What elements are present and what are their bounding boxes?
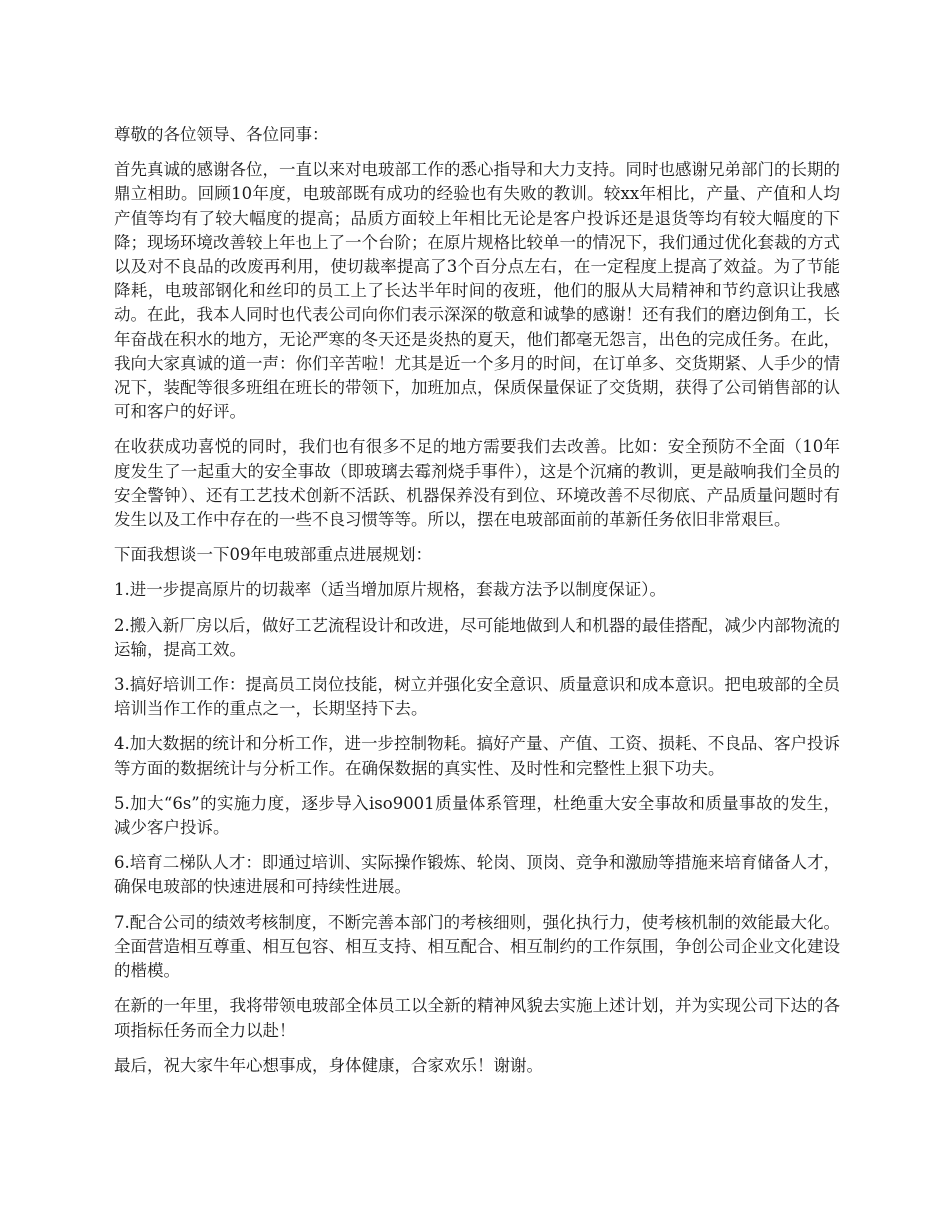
paragraph-plan-intro: 下面我想谈一下09年电玻部重点进展规划： xyxy=(114,545,432,565)
paragraph-closing: 最后，祝大家牛年心想事成，身体健康，合家欢乐！谢谢。 xyxy=(114,1055,543,1075)
salutation: 尊敬的各位领导、各位同事： xyxy=(114,125,329,144)
plan-item-3: 3.搞好培训工作：提高员工岗位技能，树立并强化安全意识、质量意识和成本意识。把电玻部的全员培训当作工作的重点之一，长期坚持下去。 xyxy=(114,675,840,719)
plan-item-7: 7.配合公司的绩效考核制度，不断完善本部门的考核细则，强化执行力，使考核机制的效能最大化。全面营造相互尊重、相互包容、相互支持、相互配合、相互制约的工作氛围，争创公司企业文化建设的楷模。 xyxy=(114,912,840,981)
plan-item-2: 2.搬入新厂房以后，做好工艺流程设计和改进，尽可能地做到人和机器的最佳搭配，减少内部物流的运输，提高工效。 xyxy=(114,615,840,659)
paragraph-shortcomings: 在收获成功喜悦的同时，我们也有很多不足的地方需要我们去改善。比如：安全预防不全面（10年度发生了一起重大的安全事故（即玻璃去霉剂烧手事件），这是个沉痛的教训，更是敲响我们全员的安全警钟）、还有工艺技术创新不活跃、机器保养没有到位、环境改善不尽彻底、产品质量问题时有发生以及工作中存在的一些不良习惯等等。所以，摆在电玻部面前的革新任务依旧非常艰巨。 xyxy=(114,437,840,530)
paragraph-thanks: 首先真诚的感谢各位，一直以来对电玻部工作的悉心指导和大力支持。同时也感谢兄弟部门的长期的鼎立相助。回顾10年度，电玻部既有成功的经验也有失败的教训。较xx年相比，产量、产值和人均产值等均有了较大幅度的提高；品质方面较上年相比无论是客户投诉还是退货等均有较大幅度的下降；现场环境改善较上年也上了一个台阶；在原片规格比较单一的情况下，我们通过优化套裁的方式以及对不良品的改废再利用，使切裁率提高了3个百分点左右，在一定程度上提高了效益。为了节能降耗，电玻部钢化和丝印的员工上了长达半年时间的夜班，他们的服从大局精神和节约意识让我感动。在此，我本人同时也代表公司向你们表示深深的敬意和诚挚的感谢！还有我们的磨边倒角工，长年奋战在积水的地方，无论严寒的冬天还是炎热的夏天，他们都毫无怨言，出色的完成任务。在此，我向大家真诚的道一声：你们辛苦啦！尤其是近一个多月的时间，在订单多、交货期紧、人手少的情况下，装配等很多班组在班长的带领下，加班加点，保质保量保证了交货期，获得了公司销售部的认可和客户的好评。 xyxy=(114,160,840,422)
plan-item-4: 4.加大数据的统计和分析工作，进一步控制物耗。搞好产量、产值、工资、损耗、不良品、客户投诉等方面的数据统计与分析工作。在确保数据的真实性、及时性和完整性上狠下功夫。 xyxy=(114,734,840,778)
paragraph-commitment: 在新的一年里，我将带领电玻部全体员工以全新的精神风貌去实施上述计划，并为实现公司下达的各项指标任务而全力以赴！ xyxy=(114,996,840,1040)
document-body xyxy=(114,123,840,1089)
plan-item-6: 6.培育二梯队人才：即通过培训、实际操作锻炼、轮岗、顶岗、竞争和激励等措施来培育储备人才，确保电玻部的快速进展和可持续性进展。 xyxy=(114,853,840,897)
plan-item-1: 1.进一步提高原片的切裁率（适当增加原片规格，套裁方法予以制度保证）。 xyxy=(114,580,666,600)
plan-item-5: 5.加大“6s”的实施力度，逐步导入iso9001质量体系管理，杜绝重大安全事故和质量事故的发生，减少客户投诉。 xyxy=(114,793,840,838)
